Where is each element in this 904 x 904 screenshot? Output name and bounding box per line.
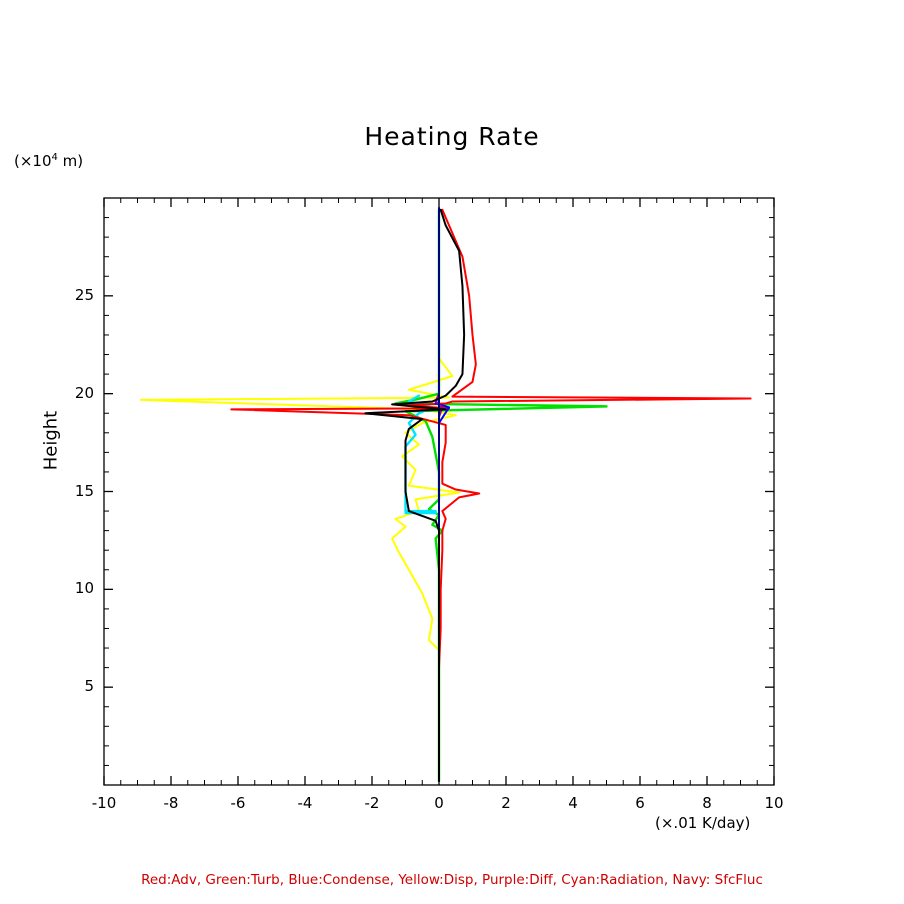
y-tick-label: 25 (74, 285, 94, 304)
x-tick-label: 8 (702, 794, 712, 812)
x-tick-label: -2 (364, 794, 380, 812)
x-axis-unit-label: (×.01 K/day) (655, 814, 751, 832)
y-axis-title: Height (40, 410, 62, 471)
chart-title: Heating Rate (364, 122, 540, 151)
x-tick-label: 0 (434, 794, 444, 812)
series-line-turb (395, 210, 606, 781)
x-tick-label: 2 (501, 794, 511, 812)
y-tick-label: 15 (74, 481, 94, 500)
x-tick-label: 10 (764, 794, 784, 812)
x-tick-label: -10 (91, 794, 117, 812)
x-tick-label: -4 (297, 794, 313, 812)
x-tick-label: 6 (635, 794, 645, 812)
y-tick-label: 10 (74, 579, 94, 598)
series-line-disp (141, 210, 459, 781)
series-line-total (365, 210, 464, 781)
series-legend-caption: Red:Adv, Green:Turb, Blue:Condense, Yellow:Disp, Purple:Diff, Cyan:Radiation, Navy: SfcFluc (141, 872, 763, 888)
series-line-adv (231, 210, 750, 781)
y-tick-label: 20 (74, 383, 94, 402)
x-tick-label: -6 (230, 794, 246, 812)
y-axis-unit-label: ($\times 10^4$ m) (14, 152, 84, 170)
x-tick-label: 4 (568, 794, 578, 812)
y-tick-label: 5 (84, 677, 94, 696)
x-tick-label: -8 (163, 794, 179, 812)
